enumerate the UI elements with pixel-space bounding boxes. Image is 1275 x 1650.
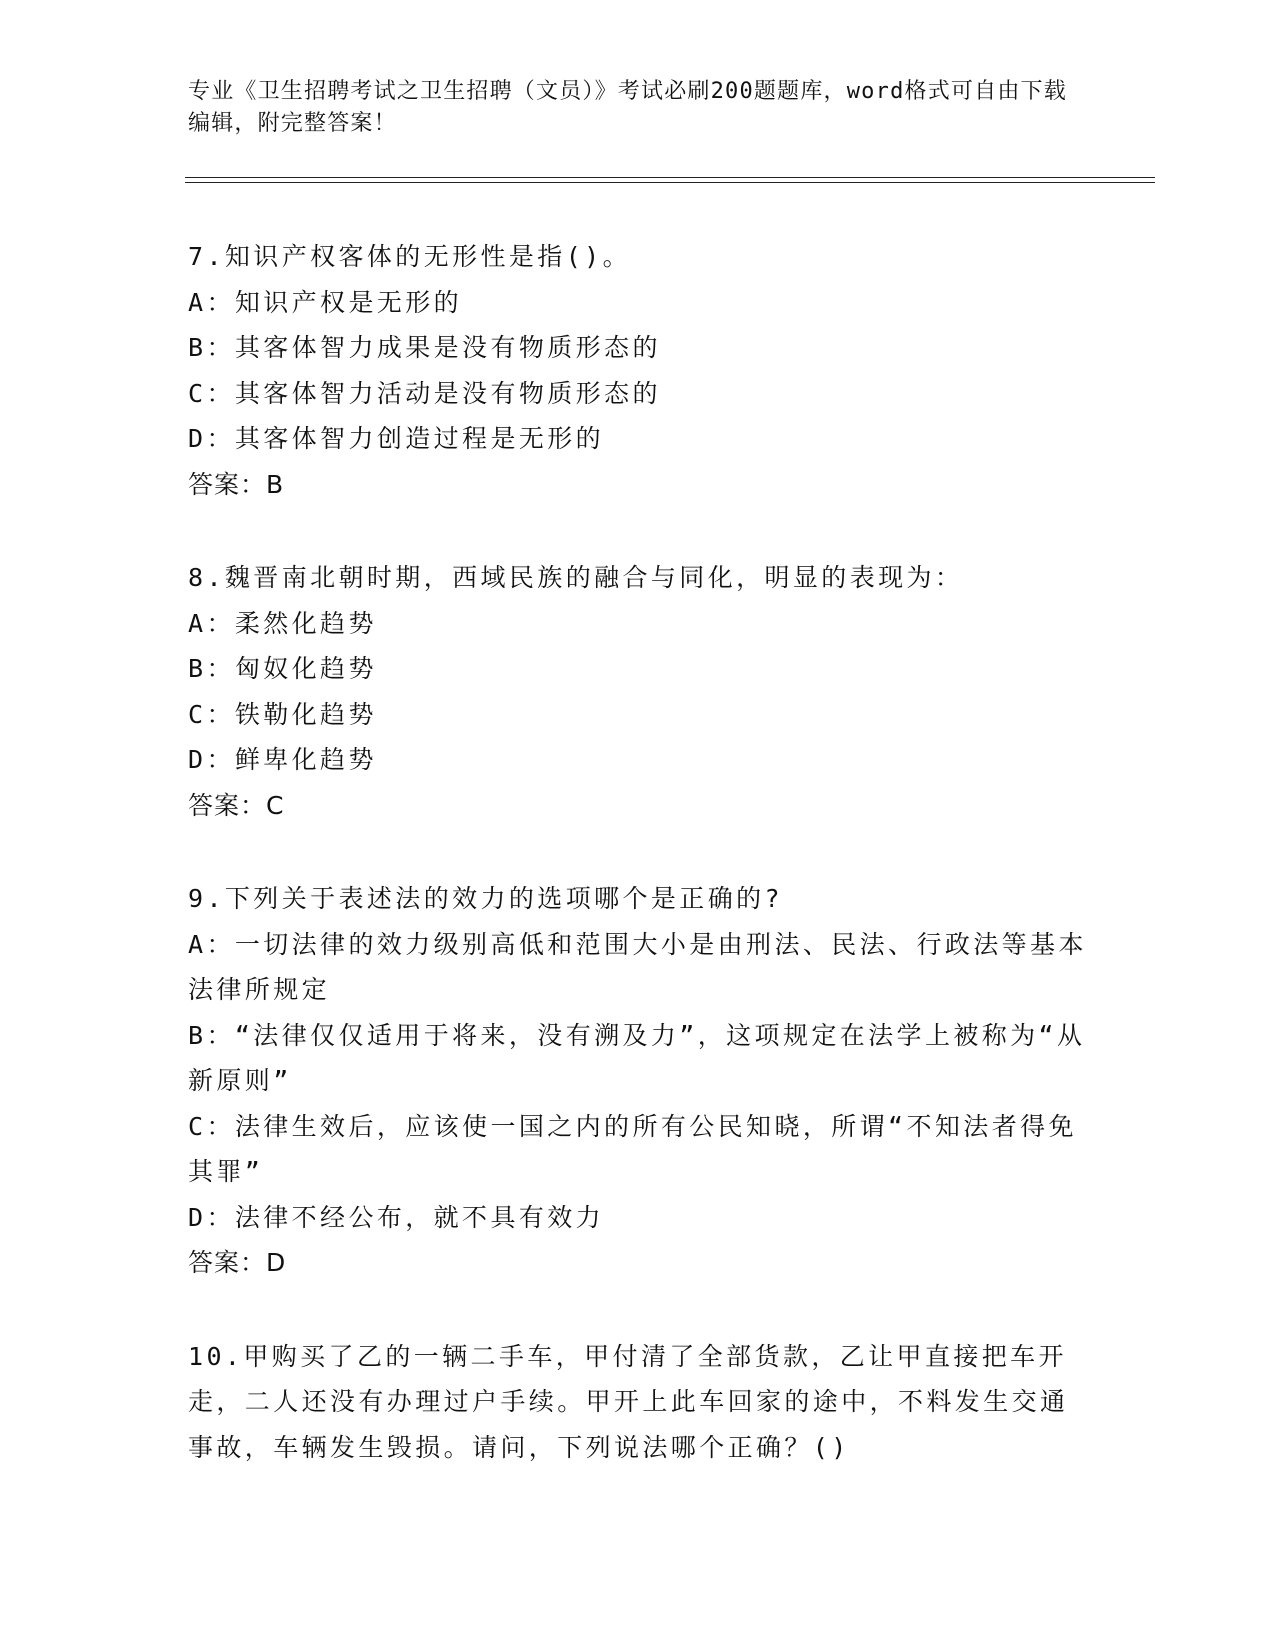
question-stem: 9.下列关于表述法的效力的选项哪个是正确的?	[188, 884, 783, 913]
question-stem: 8.魏晋南北朝时期，西域民族的融合与同化，明显的表现为：	[188, 563, 964, 592]
question-9	[188, 876, 1088, 1286]
question-10	[188, 1334, 1088, 1471]
option-a: A：柔然化趋势	[188, 608, 377, 638]
document-page	[188, 0, 1153, 1650]
question-stem: 7.知识产权客体的无形性是指()。	[188, 242, 632, 271]
question-7	[188, 234, 1088, 507]
header-divider-top	[185, 177, 1155, 178]
option-b: B：其客体智力成果是没有物质形态的	[188, 333, 661, 362]
option-b: B：“法律仅仅适用于将来，没有溯及力”，这项规定在法学上被称为“从新原则”	[188, 1020, 1086, 1095]
option-d: D：其客体智力创造过程是无形的	[188, 424, 605, 453]
option-c: C：法律生效后，应该使一国之内的所有公民知晓，所谓“不知法者得免其罪”	[188, 1111, 1077, 1186]
answer: 答案：B	[188, 469, 285, 499]
option-a: A：知识产权是无形的	[188, 287, 463, 317]
question-8	[188, 555, 1088, 828]
option-d: D：法律不经公布，就不具有效力	[188, 1202, 605, 1232]
header-divider-bottom	[185, 182, 1155, 183]
option-a: A：一切法律的效力级别高低和范围大小是由刑法、民法、行政法等基本法律所规定	[188, 929, 1087, 1004]
option-b: B：匈奴化趋势	[188, 654, 377, 683]
question-list	[188, 234, 1088, 1518]
question-stem: 10.甲购买了乙的一辆二手车，甲付清了全部货款，乙让甲直接把车开走，二人还没有办理过户手续。甲开上此车回家的途中，不料发生交通事故，车辆发生毁损。请问，下列说法哪个正确？()	[188, 1341, 1069, 1462]
answer: 答案：C	[188, 790, 285, 820]
option-c: C：其客体智力活动是没有物质形态的	[188, 378, 661, 408]
option-c: C：铁勒化趋势	[188, 699, 377, 729]
answer: 答案：D	[188, 1248, 287, 1277]
option-d: D：鲜卑化趋势	[188, 745, 377, 774]
document-header: 专业《卫生招聘考试之卫生招聘（文员）》考试必刷200题题库，word格式可自由下载编辑，附完整答案！	[188, 79, 1067, 136]
